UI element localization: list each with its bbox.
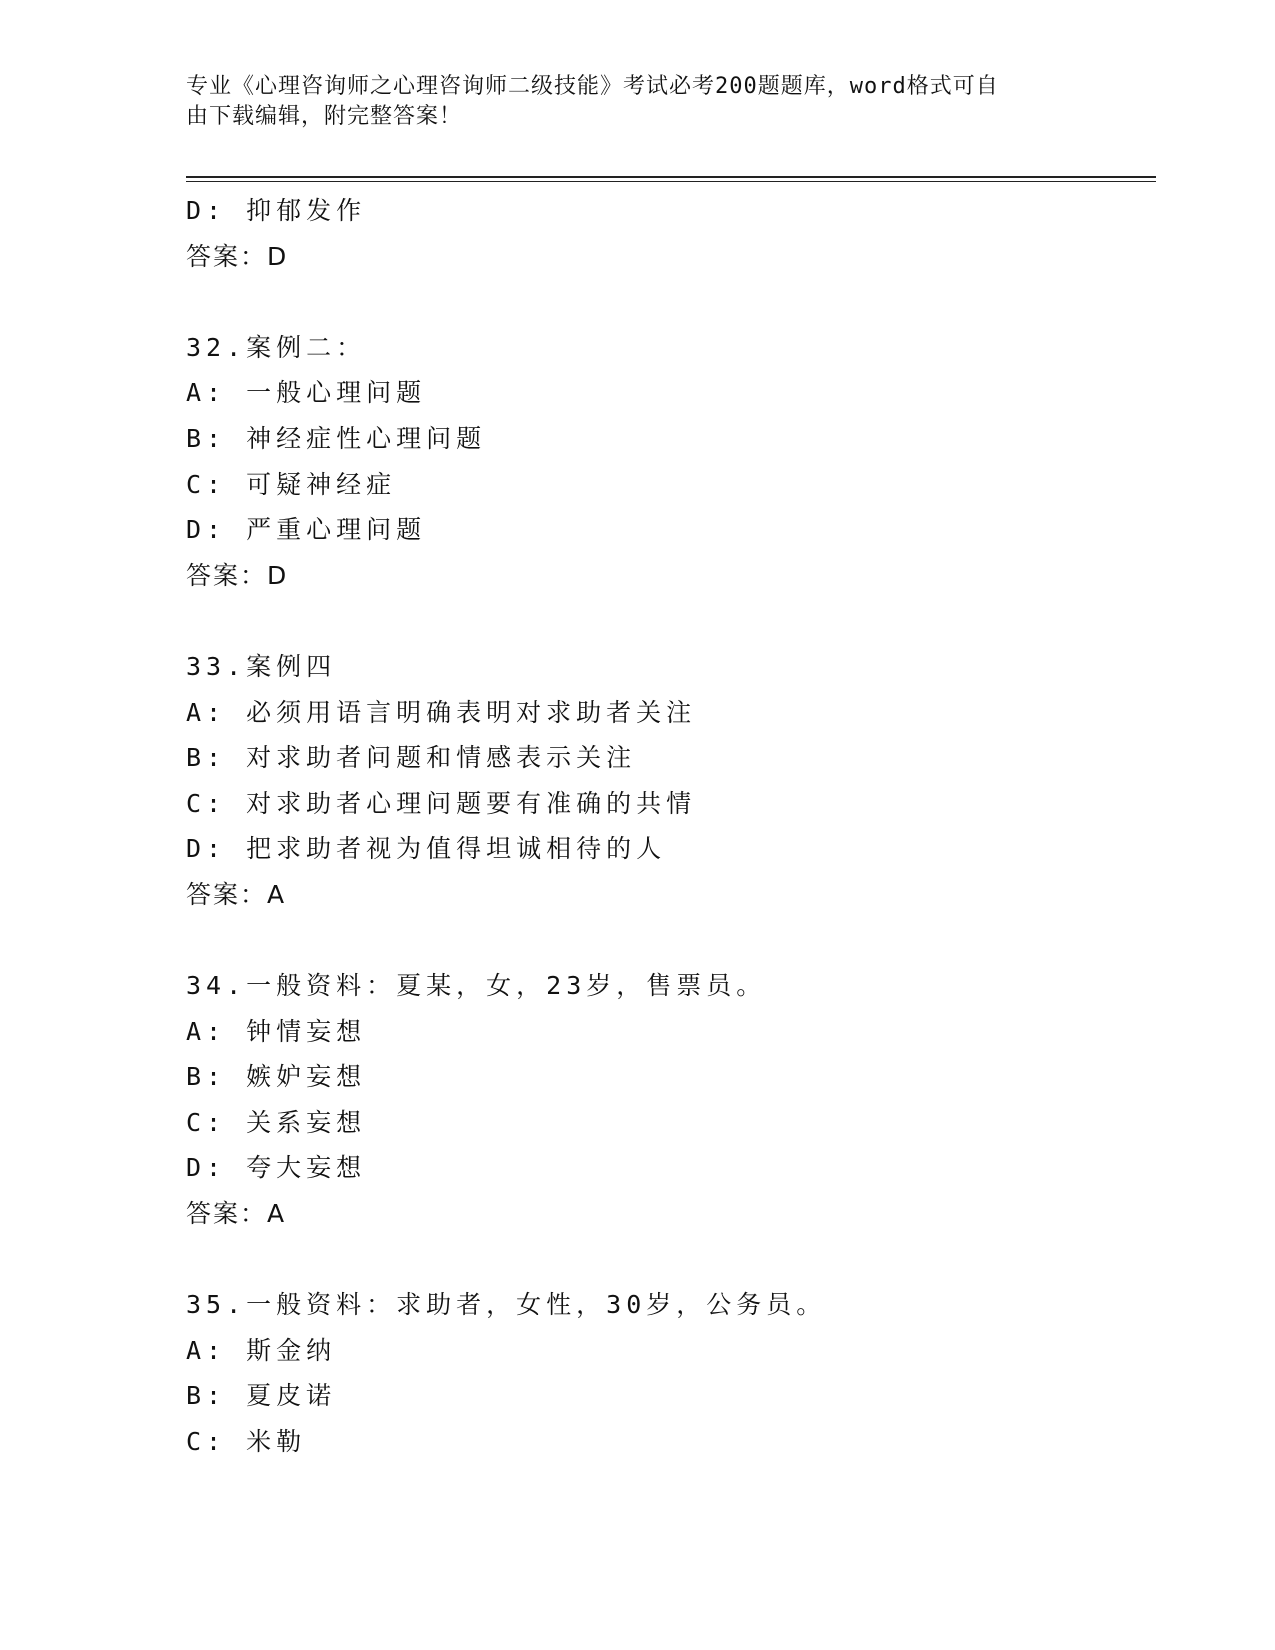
option-c: C: 米勒 [186, 1427, 307, 1457]
question-stem: 33.案例四 [186, 651, 337, 681]
spacer [186, 918, 1156, 964]
spacer [186, 279, 1156, 325]
answer-line: 答案：D [186, 241, 289, 271]
option-d: D: 严重心理问题 [186, 515, 427, 545]
answer-line: 答案：A [186, 1199, 287, 1229]
question-stem: 34.一般资料：夏某，女，23岁，售票员。 [186, 971, 767, 1001]
question-35 [186, 1282, 1156, 1464]
spacer [186, 1237, 1156, 1283]
spacer [186, 598, 1156, 644]
option-b: B: 神经症性心理问题 [186, 423, 487, 453]
option-b: B: 夏皮诺 [186, 1381, 337, 1411]
option-b: B: 对求助者问题和情感表示关注 [186, 743, 637, 773]
option-c: C: 可疑神经症 [186, 469, 397, 499]
option-a: A: 必须用语言明确表明对求助者关注 [186, 697, 697, 727]
option-a: A: 一般心理问题 [186, 378, 427, 408]
header-divider-thin [186, 181, 1156, 182]
option-d: D: 夸大妄想 [186, 1153, 367, 1183]
question-32 [186, 325, 1156, 599]
option-a: A: 钟情妄想 [186, 1016, 367, 1046]
option-c: C: 关系妄想 [186, 1107, 367, 1137]
header-divider-thick [186, 176, 1156, 178]
question-34 [186, 963, 1156, 1237]
option-d: D: 抑郁发作 [186, 196, 367, 225]
option-b: B: 嫉妒妄想 [186, 1062, 367, 1092]
header-line-1: 专业《心理咨询师之心理咨询师二级技能》考试必考200题题库，word格式可自 [186, 74, 999, 99]
question-stem: 35.一般资料：求助者，女性，30岁，公务员。 [186, 1290, 827, 1320]
answer-line: 答案：D [186, 560, 289, 590]
header-line-2: 由下载编辑，附完整答案！ [186, 104, 463, 129]
question-list [186, 188, 1156, 1465]
option-a: A: 斯金纳 [186, 1335, 337, 1365]
answer-line: 答案：A [186, 879, 287, 909]
question-33 [186, 644, 1156, 918]
page-header [186, 72, 1066, 132]
option-d: D: 把求助者视为值得坦诚相待的人 [186, 834, 667, 864]
option-c: C: 对求助者心理问题要有准确的共情 [186, 788, 697, 818]
question-stem: 32.案例二： [186, 332, 367, 362]
